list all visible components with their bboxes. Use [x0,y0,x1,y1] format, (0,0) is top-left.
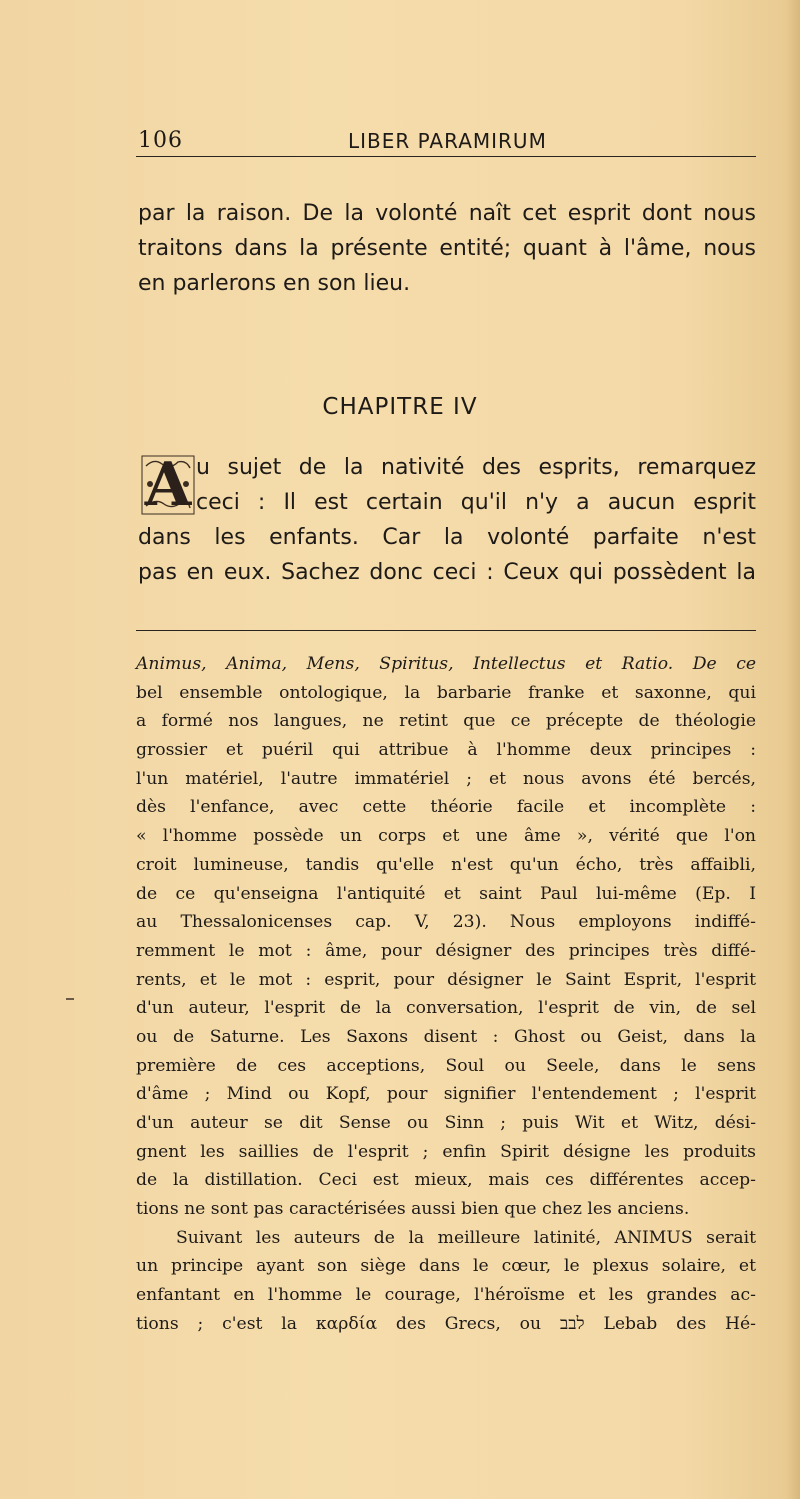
note-line: d'un auteur, l'esprit de la conversation, l'esprit de vin, de sel [136,998,756,1019]
note-line: de ce qu'enseigna l'antiquité et saint Paul lui-même (Ep. I [136,883,756,904]
note-line: enfantant en l'homme le courage, l'héroïsme et les grandes ac- [136,1285,756,1306]
text-line: pas en eux. Sachez donc ceci : Ceux qui possèdent la [138,560,756,585]
page-number: 106 [138,128,183,153]
note-line: première de ces acceptions, Soul ou Seele, dans le sens [136,1055,756,1076]
header-rule [136,156,756,157]
note-line: croit lumineuse, tandis qu'elle n'est qu'un écho, très affaibli, [136,854,756,875]
text-line: u sujet de la nativité des esprits, remarquez [196,455,756,480]
footnote [136,650,756,1339]
running-title: LIBER PARAMIRUM [348,129,547,153]
note-line: remment le mot : âme, pour désigner des principes très diffé- [136,940,756,961]
text-line: traitons dans la présente entité; quant à l'âme, nous [138,236,756,261]
note-line: Suivant les auteurs de la meilleure latinité, ANIMUS serait [176,1227,756,1248]
text-line: en parlerons en son lieu. [138,271,411,296]
chapter-title: CHAPITRE IV [322,394,478,420]
chapter-opening-lines [196,450,756,520]
note-line: tions ne sont pas caractérisées aussi bien que chez les anciens. [136,1199,690,1220]
opening-paragraph [138,196,756,301]
note-line: rents, et le mot : esprit, pour désigner le Saint Esprit, l'esprit [136,969,756,990]
text-line: dans les enfants. Car la volonté parfaite n'est [138,525,756,550]
note-line: grossier et puéril qui attribue à l'homme deux principes : [136,740,756,761]
page-header [136,125,756,165]
note-line: ou de Saturne. Les Saxons disent : Ghost ou Geist, dans la [136,1026,756,1047]
chapter-paragraph [138,520,756,590]
note-line: d'un auteur se dit Sense ou Sinn ; puis Wit et Witz, dési- [136,1113,756,1133]
note-line: d'âme ; Mind ou Kopf, pour signifier l'entendement ; l'esprit [136,1084,756,1105]
note-line: l'un matériel, l'autre immatériel ; et nous avons été bercés, [136,768,756,789]
ornamental-drop-cap [140,450,196,520]
drop-cap-letter: A [144,450,192,520]
note-line: au Thessalonicenses cap. V, 23). Nous employons indiffé- [136,912,756,933]
note-line: a formé nos langues, ne retint que ce précepte de théologie [136,711,756,732]
note-line: gnent les saillies de l'esprit ; enfin Spirit désigne les produits [136,1141,756,1162]
note-line: dès l'enfance, avec cette théorie facile et incomplète : [136,797,756,818]
note-line: Animus, Anima, Mens, Spiritus, Intellectus et Ratio. De ce [136,654,756,674]
note-line: « l'homme possède un corps et une âme », vérité que l'on [136,826,756,847]
note-line: tions ; c'est la καρδία des Grecs, ou לבב Lebab des Hé- [136,1313,756,1334]
margin-mark [66,998,74,1000]
footnote-rule [136,630,756,631]
page-edge-shadow [786,0,800,1499]
note-line: de la distillation. Ceci est mieux, mais ces différentes accep- [136,1170,756,1191]
text-line: par la raison. De la volonté naît cet esprit dont nous [138,201,756,226]
note-line: un principe ayant son siège dans le cœur, le plexus solaire, et [136,1256,756,1277]
text-line: ceci : Il est certain qu'il n'y a aucun esprit [196,490,756,515]
note-line: bel ensemble ontologique, la barbarie franke et saxonne, qui [136,682,756,703]
